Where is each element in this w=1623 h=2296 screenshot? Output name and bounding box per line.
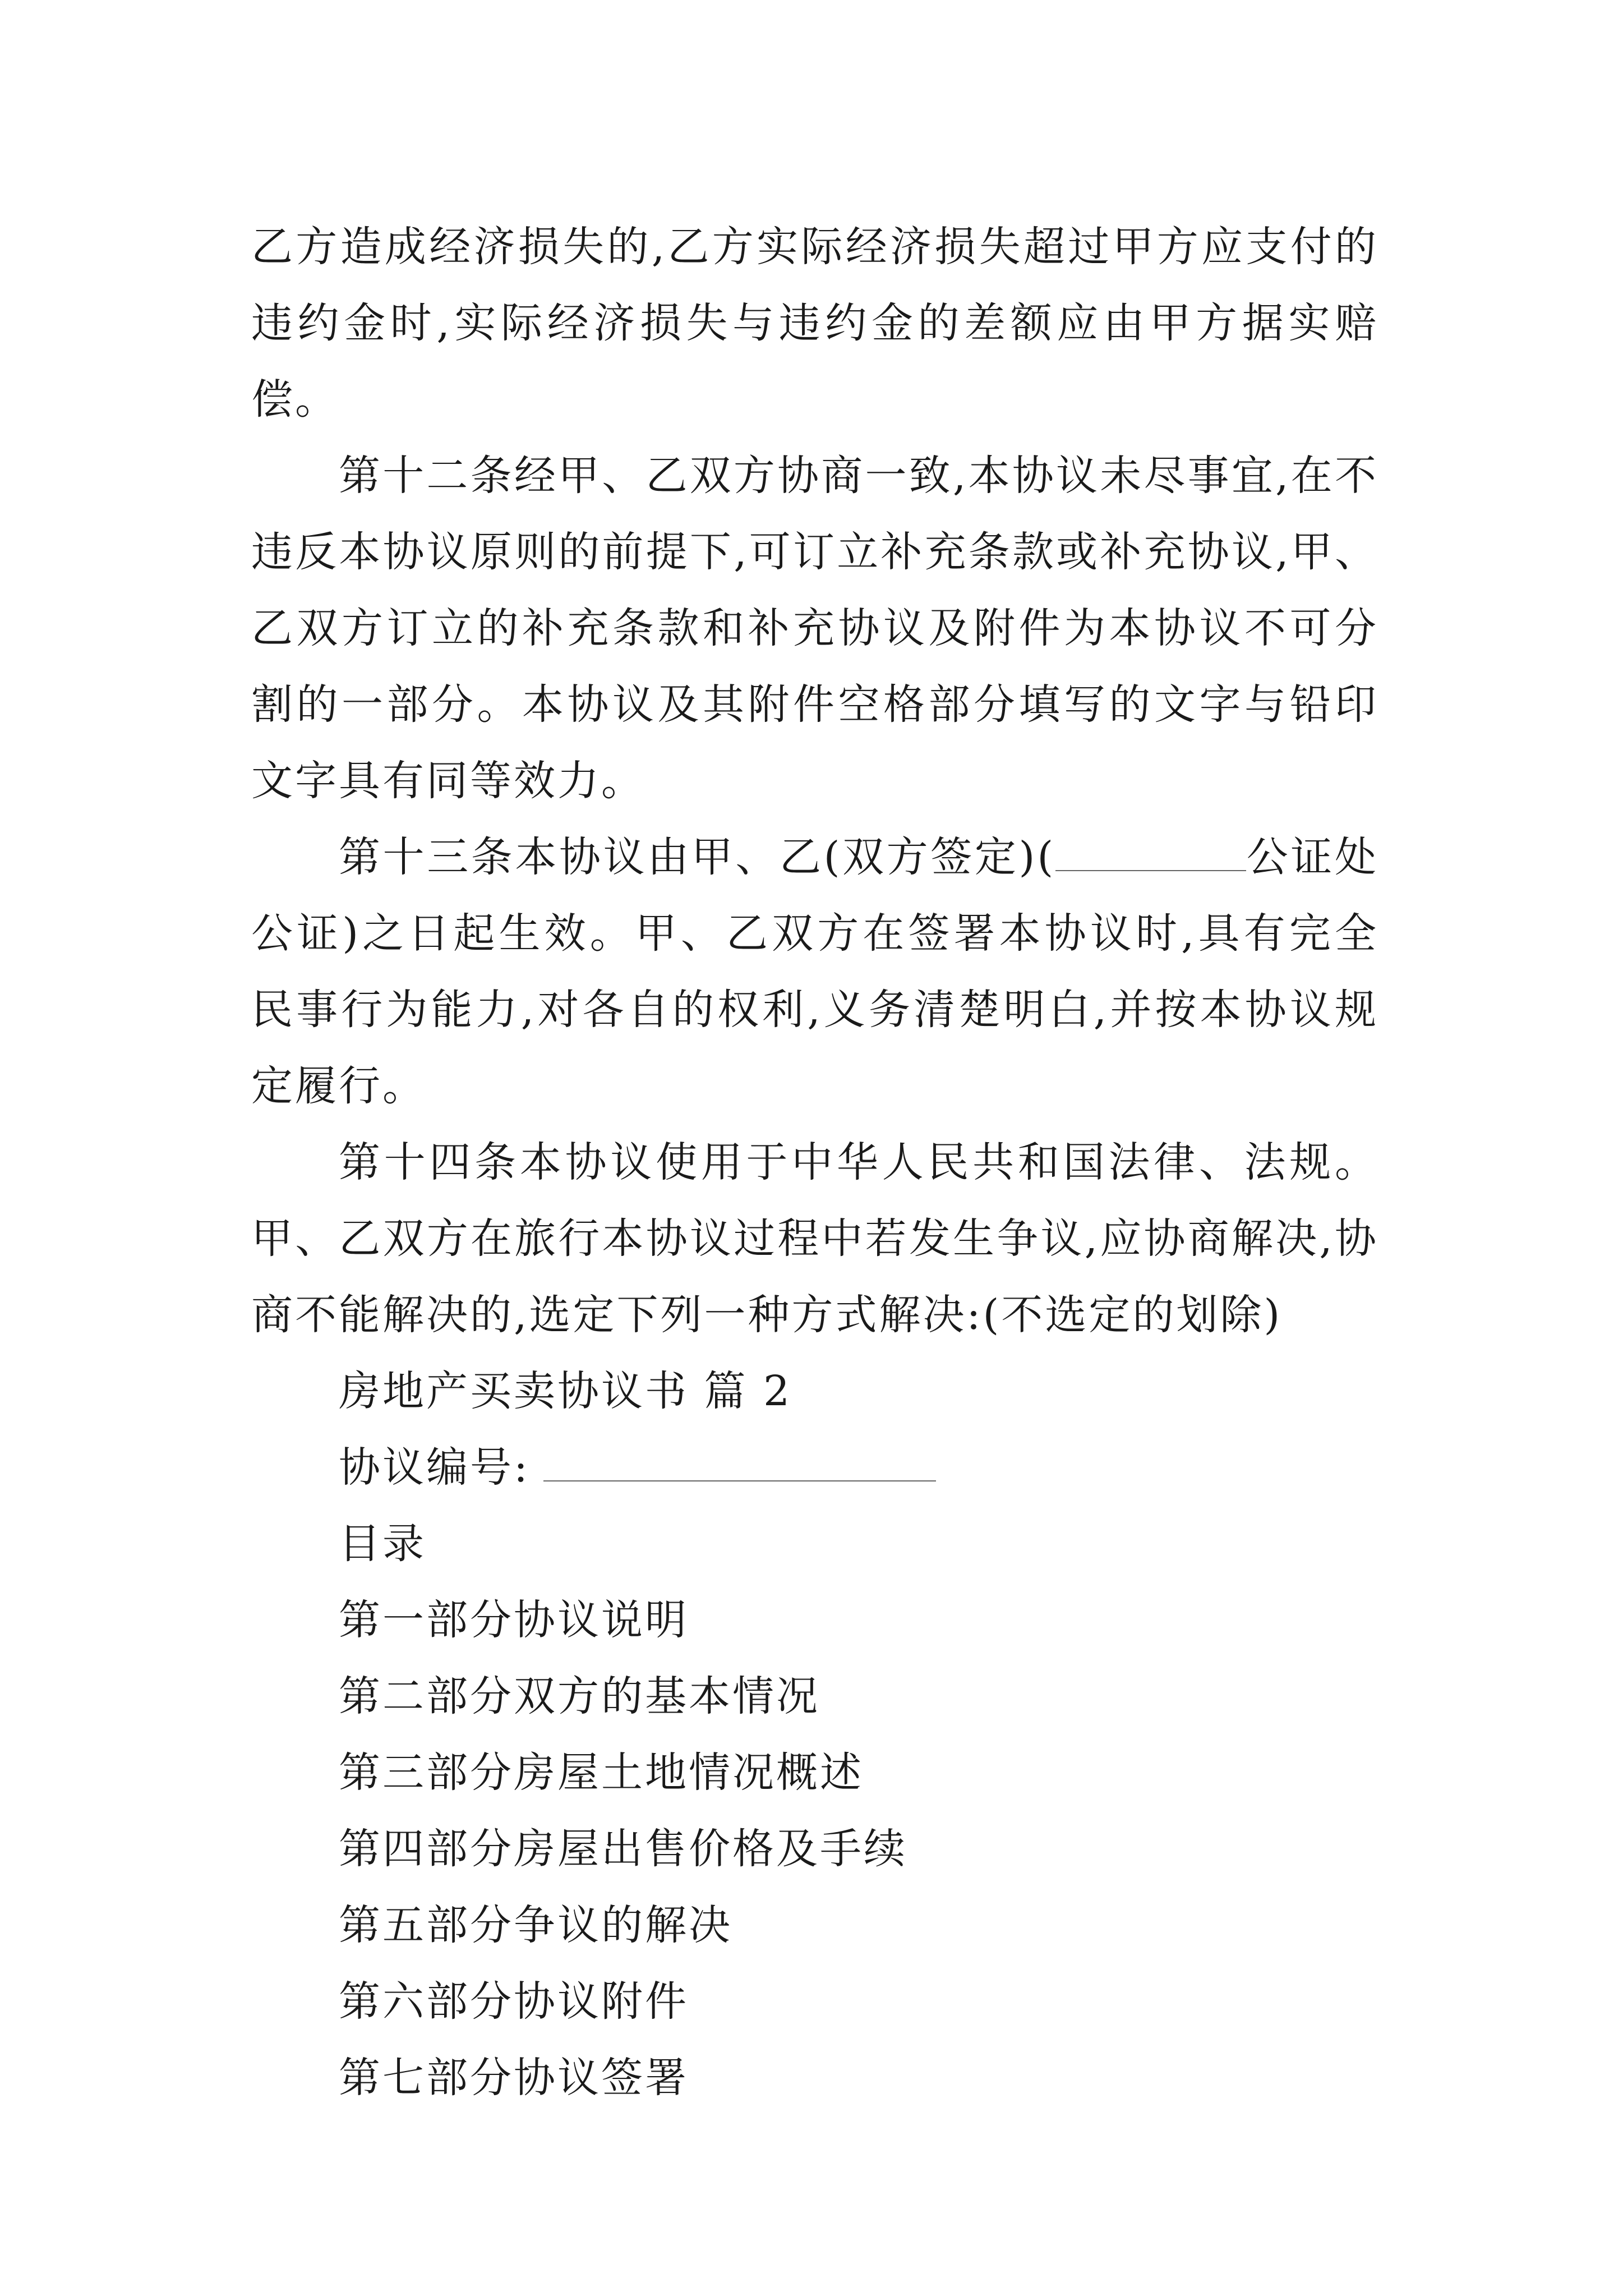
toc-item-3: 第三部分房屋土地情况概述 <box>339 1749 864 1797</box>
toc-item-6: 第六部分协议附件 <box>339 1977 689 2026</box>
paragraph-loss-compensation: 乙方造成经济损失的,乙方实际经济损失超过甲方应支付的违约金时,实际经济损失与违约金的差额应由甲方据实赔偿。 <box>251 223 1378 424</box>
article-13-text-start: 第十三条本协议由甲、乙(双方签定)( <box>339 833 1056 881</box>
paragraph-article-12: 第十二条经甲、乙双方协商一致,本协议未尽事宜,在不违反本协议原则的前提下,可订立补充条款或补充协议,甲、乙双方订立的补充条款和补充协议及附件为本协议不可分割的一部分。本协议及其附件空格部分填写的文字与铅印文字具有同等效力。 <box>251 452 1378 805</box>
paragraph-article-14: 第十四条本协议使用于中华人民共和国法律、法规。甲、乙双方在旅行本协议过程中若发生争议,应协商解决,协商不能解决的,选定下列一种方式解决:(不选定的划除) <box>251 1138 1378 1339</box>
agreement-number-blank <box>543 1445 936 1481</box>
article-13-text-end: 公证处公证)之日起生效。甲、乙双方在签署本协议时,具有完全民事行为能力,对各自的权利,义务清楚明白,并按本协议规定履行。 <box>251 833 1379 1110</box>
paragraph-article-13 <box>251 819 1378 1124</box>
notary-office-blank <box>1055 835 1246 871</box>
toc-item-4: 第四部分房屋出售价格及手续 <box>339 1825 907 1873</box>
toc-item-2: 第二部分双方的基本情况 <box>339 1672 820 1720</box>
toc-item-5: 第五部分争议的解决 <box>339 1901 732 1949</box>
agreement-number-label: 协议编号: <box>339 1443 530 1492</box>
agreement-number-line <box>251 1429 1378 1506</box>
document-body <box>251 209 1378 2116</box>
section-title: 房地产买卖协议书 篇 2 <box>339 1367 792 1415</box>
toc-title: 目录 <box>339 1520 426 1568</box>
toc-item-7: 第七部分协议签署 <box>339 2054 689 2102</box>
toc-item-1: 第一部分协议说明 <box>339 1596 689 1644</box>
